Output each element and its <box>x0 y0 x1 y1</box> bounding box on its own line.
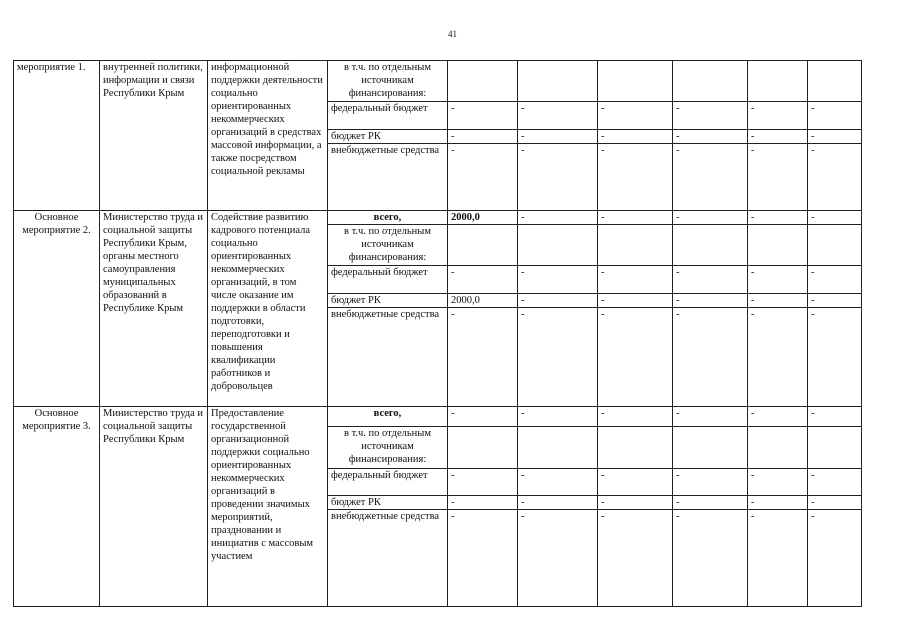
funding-value-cell: - <box>448 510 518 607</box>
funding-value-cell: - <box>673 308 748 407</box>
funding-value-cell: - <box>448 130 518 144</box>
funding-value-cell <box>748 225 808 266</box>
funding-value-cell <box>808 225 862 266</box>
table-row <box>14 61 862 102</box>
funding-value-cell: - <box>673 407 748 427</box>
funding-value-cell <box>748 61 808 102</box>
funding-value-cell: - <box>518 294 598 308</box>
funding-value-cell: - <box>598 496 673 510</box>
funding-value-cell <box>518 427 598 469</box>
funding-source-label: федеральный бюджет <box>328 469 448 496</box>
funding-value-cell: - <box>448 266 518 294</box>
funding-value-cell: - <box>808 496 862 510</box>
funding-value-cell: - <box>673 469 748 496</box>
funding-value-cell: - <box>748 102 808 130</box>
funding-value-cell: - <box>808 407 862 427</box>
funding-source-label: в т.ч. по отдельным источникам финансирования: <box>328 61 448 102</box>
funding-value-cell: - <box>598 469 673 496</box>
funding-value-cell: - <box>598 102 673 130</box>
funding-value-cell: - <box>518 407 598 427</box>
funding-value-cell <box>673 225 748 266</box>
funding-value-cell <box>673 427 748 469</box>
funding-value-cell: - <box>748 130 808 144</box>
funding-value-cell: - <box>598 308 673 407</box>
funding-value-cell: - <box>598 211 673 225</box>
event-name-cell: мероприятие 1. <box>14 61 100 211</box>
funding-value-cell: - <box>748 407 808 427</box>
funding-value-cell: - <box>518 144 598 211</box>
funding-value-cell: - <box>808 294 862 308</box>
funding-value-cell: - <box>448 469 518 496</box>
funding-value-cell: 2000,0 <box>448 294 518 308</box>
table-row <box>14 211 862 225</box>
funding-value-cell <box>598 427 673 469</box>
funding-source-label: внебюджетные средства <box>328 510 448 607</box>
funding-value-cell: - <box>808 266 862 294</box>
funding-value-cell: - <box>448 407 518 427</box>
funding-source-label: в т.ч. по отдельным источникам финансирования: <box>328 225 448 266</box>
funding-value-cell: - <box>598 266 673 294</box>
funding-value-cell: - <box>518 102 598 130</box>
funding-value-cell: - <box>518 211 598 225</box>
funding-value-cell: - <box>808 469 862 496</box>
funding-value-cell: - <box>673 266 748 294</box>
funding-value-cell: - <box>748 469 808 496</box>
funding-value-cell: - <box>673 294 748 308</box>
funding-value-cell <box>518 225 598 266</box>
funding-value-cell: 2000,0 <box>448 211 518 225</box>
funding-value-cell <box>808 61 862 102</box>
funding-source-label: в т.ч. по отдельным источникам финансирования: <box>328 427 448 469</box>
budget-table-body <box>14 61 862 607</box>
funding-value-cell: - <box>518 510 598 607</box>
funding-value-cell: - <box>748 294 808 308</box>
funding-value-cell: - <box>673 144 748 211</box>
funding-value-cell: - <box>808 102 862 130</box>
executor-cell: Министерство труда и социальной защиты Республики Крым, органы местного самоуправления муниципальных образований в Республике Крым <box>100 211 208 407</box>
funding-source-label: внебюджетные средства <box>328 144 448 211</box>
funding-value-cell: - <box>748 211 808 225</box>
funding-value-cell: - <box>518 130 598 144</box>
funding-value-cell <box>448 225 518 266</box>
funding-value-cell: - <box>673 496 748 510</box>
funding-value-cell: - <box>673 130 748 144</box>
description-cell: информационной поддержки деятельности социально ориентированных некоммерческих организаций в средствах массовой информации, а также посредством социальной рекламы <box>208 61 328 211</box>
funding-value-cell: - <box>598 294 673 308</box>
funding-value-cell: - <box>673 102 748 130</box>
funding-value-cell: - <box>808 211 862 225</box>
event-name-cell: Основное мероприятие 2. <box>14 211 100 407</box>
funding-value-cell: - <box>598 510 673 607</box>
funding-value-cell: - <box>598 407 673 427</box>
funding-value-cell: - <box>518 308 598 407</box>
funding-value-cell: - <box>518 266 598 294</box>
executor-cell: внутренней политики, информации и связи Республики Крым <box>100 61 208 211</box>
funding-value-cell: - <box>808 308 862 407</box>
funding-value-cell: - <box>448 496 518 510</box>
funding-value-cell: - <box>748 496 808 510</box>
funding-source-label: бюджет РК <box>328 294 448 308</box>
funding-value-cell: - <box>448 102 518 130</box>
funding-value-cell: - <box>448 144 518 211</box>
funding-source-label: бюджет РК <box>328 130 448 144</box>
event-name-cell: Основное мероприятие 3. <box>14 407 100 607</box>
funding-source-label: федеральный бюджет <box>328 266 448 294</box>
executor-cell: Министерство труда и социальной защиты Республики Крым <box>100 407 208 607</box>
description-cell: Предоставление государственной организационной поддержки социально ориентированных некоммерческих организаций в проведении значимых мероприятий, праздновании и инициатив с массовым участием <box>208 407 328 607</box>
funding-value-cell <box>448 427 518 469</box>
funding-source-label: внебюджетные средства <box>328 308 448 407</box>
funding-value-cell: - <box>808 130 862 144</box>
funding-source-label: всего, <box>328 211 448 225</box>
funding-value-cell: - <box>748 308 808 407</box>
funding-value-cell: - <box>448 308 518 407</box>
funding-source-label: всего, <box>328 407 448 427</box>
funding-value-cell <box>448 61 518 102</box>
funding-value-cell: - <box>518 469 598 496</box>
funding-source-label: федеральный бюджет <box>328 102 448 130</box>
funding-value-cell: - <box>748 144 808 211</box>
funding-value-cell: - <box>748 510 808 607</box>
funding-value-cell: - <box>808 144 862 211</box>
funding-value-cell <box>808 427 862 469</box>
funding-source-label: бюджет РК <box>328 496 448 510</box>
funding-value-cell <box>673 61 748 102</box>
funding-value-cell: - <box>673 211 748 225</box>
funding-value-cell <box>598 225 673 266</box>
funding-value-cell: - <box>808 510 862 607</box>
description-cell: Содействие развитию кадрового потенциала социально ориентированных некоммерческих организаций, в том числе оказание им поддержки в области подготовки, переподготовки и повышения квалификации работников и добровольцев <box>208 211 328 407</box>
funding-value-cell: - <box>518 496 598 510</box>
table-row <box>14 407 862 427</box>
funding-value-cell: - <box>748 266 808 294</box>
funding-value-cell: - <box>598 144 673 211</box>
funding-value-cell: - <box>598 130 673 144</box>
funding-value-cell <box>598 61 673 102</box>
page-number: 41 <box>448 29 457 39</box>
funding-value-cell: - <box>673 510 748 607</box>
funding-value-cell <box>748 427 808 469</box>
funding-value-cell <box>518 61 598 102</box>
budget-table <box>13 60 862 607</box>
